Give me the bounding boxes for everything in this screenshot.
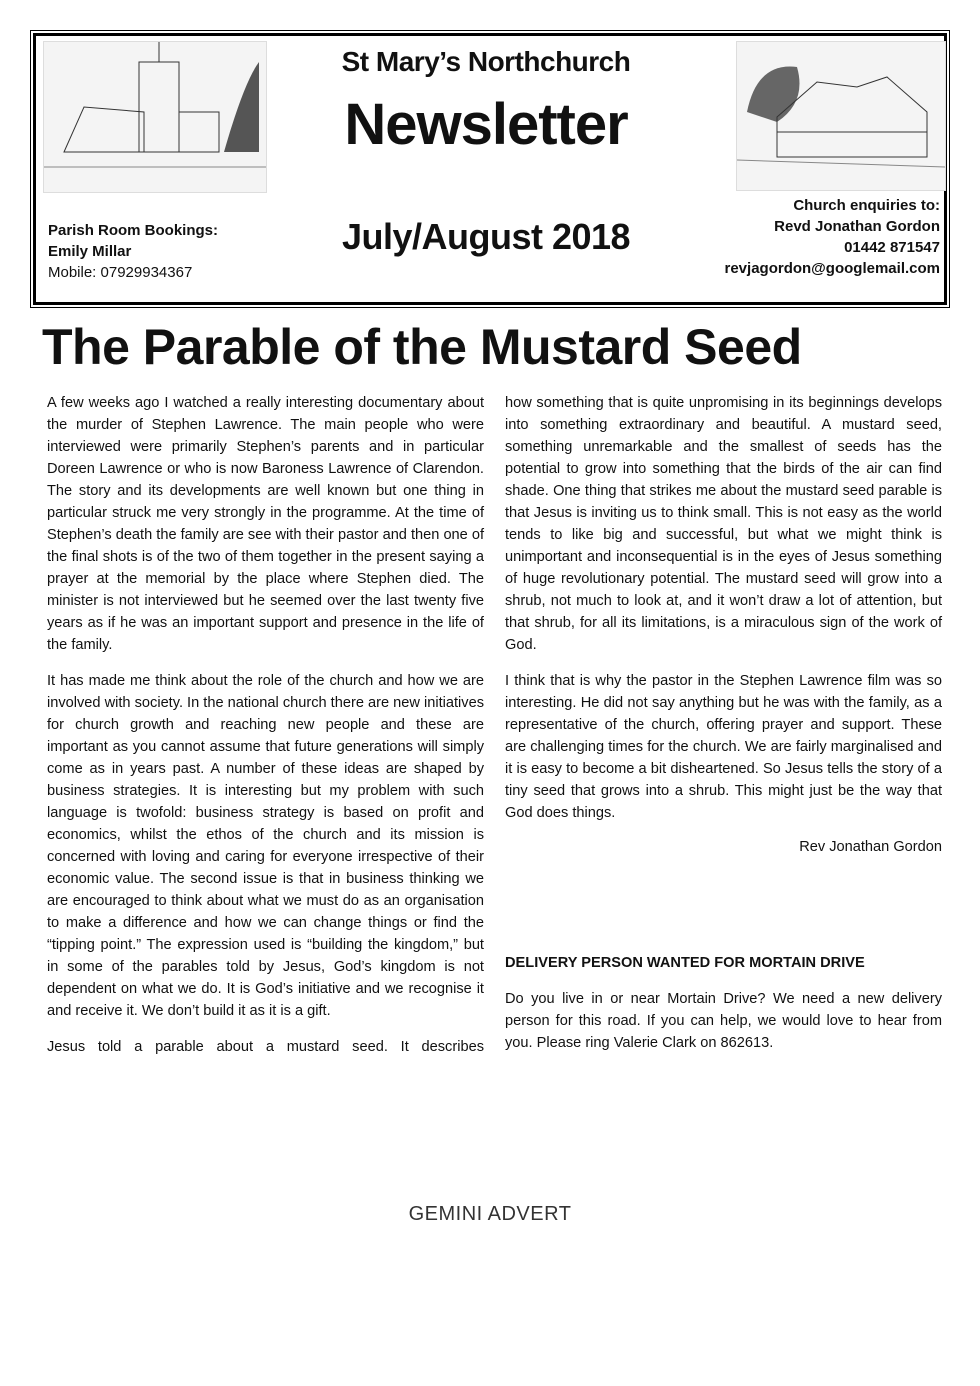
church-sketch-image — [43, 41, 267, 193]
house-sketch-icon — [737, 42, 945, 190]
masthead — [33, 33, 947, 305]
bookings-label: Parish Room Bookings: — [48, 222, 219, 239]
newsletter-title: Newsletter — [344, 92, 628, 157]
notice-heading: DELIVERY PERSON WANTED FOR MORTAIN DRIVE — [505, 955, 865, 971]
advert-placeholder: GEMINI ADVERT — [408, 1203, 572, 1225]
enquiries-phone: 01442 871547 — [844, 239, 940, 256]
notice-body: Do you live in or near Mortain Drive? We need a new delivery person for this road. If you can help, we would love to hear from you. Please ring Valerie Clark on 862613. — [505, 991, 942, 1051]
bookings-name: Emily Millar — [48, 243, 132, 260]
bookings-mobile: Mobile: 07929934367 — [48, 264, 193, 281]
article-paragraph: A few weeks ago I watched a really interesting documentary about the murder of Stephen Lawrence. The main people who were interviewed were primarily Stephen’s parents and in particular Doreen Lawrence or who is now Baroness Lawrence of Clarendon. The story and its developments are well known but one thing in particular struck me very strongly in the programme. At the time of Stephen’s death the family are see with their pastor and then one of the final shots is of the two of them together in the present saying a prayer at the memorial by the place where Stephen died. The minister is not interviewed but he seemed over the last twenty five years as if he was an important support and presence in the life of the family. — [47, 395, 485, 653]
article-paragraph: Jesus told a parable about a mustard seed. It describes — [47, 1039, 484, 1055]
article-paragraph: It has made me think about the role of the church and how we are involved with society. In the national church there are new initiatives for church growth and reaching new people and these are important as you cannot assume that future generations will simply come as in years past. A number of these ideas are shaped by business strategies. It is interesting but my problem with such language is twofold: business strategy is based on profit and economics, whilst the ethos of the church and its mission is concerned with loving and caring for everyone irrespective of their economic value. The second issue is that in business thinking we are encouraged to think about what we must do as an organisation to make a difference and how we can change things or find the “tipping point.” The expression used is “building the kingdom,” but in some of the parables told by Jesus, God’s kingdom is not dependent on what we do. It is God’s initiative and we recognise it and receive it. We don’t build it as it is a gift. — [47, 673, 484, 1019]
enquiries-name: Revd Jonathan Gordon — [774, 218, 940, 235]
bookings-contact — [48, 220, 218, 283]
old-house-sketch-image — [736, 41, 946, 191]
enquiries-label: Church enquiries to: — [793, 197, 940, 214]
article-title: The Parable of the Mustard Seed — [42, 319, 802, 375]
enquiries-contact — [725, 195, 941, 279]
article-paragraph: how something that is quite unpromising in its beginnings develops into something extraordinary and beautiful. A mustard seed, something unremarkable and the smallest of seeds has the potential to grow into something that the birds of the air can find shade. One thing that strikes me about the mustard seed parable is that Jesus is inviting us to think small. This is not easy as the world tends to like big and successful, but what we might think is unimportant and inconsequential is in the eyes of Jesus something of huge revolutionary potential. The mustard seed will grow into a shrub, not much to look at, and it won’t draw a lot of attention, but that shrub, for all its limitations, is a miraculous sign of the work of God. — [505, 395, 942, 653]
enquiries-email[interactable]: revjagordon@googlemail.com — [724, 260, 940, 277]
article-column-right — [505, 392, 942, 1068]
church-sketch-icon — [44, 42, 266, 192]
parish-name: St Mary’s Northchurch — [341, 46, 631, 77]
article-column-left — [47, 392, 484, 1072]
issue-date: July/August 2018 — [341, 216, 631, 257]
article-signature: Rev Jonathan Gordon — [799, 839, 942, 855]
article-paragraph: I think that is why the pastor in the Stephen Lawrence film was so interesting. He did not say anything but he was with the family, as a representative of the church, offering prayer and support. These are challenging times for the church. We are fairly marginalised and it is easy to become a bit disheartened. So Jesus tells the story of a tiny seed that grows into a shrub. This might just be the way that God does things. — [505, 673, 942, 821]
